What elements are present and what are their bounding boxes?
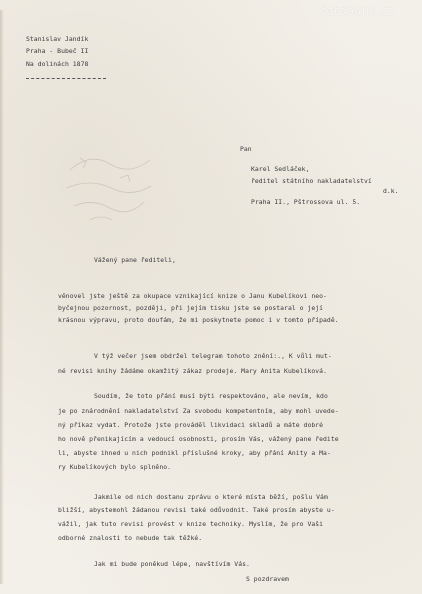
sender-address: Na dolinách 1878 <box>26 60 89 68</box>
body-line: li, abyste ihned u nich podnikl příslušné kroky, aby přání Anity a Ma- <box>58 449 331 457</box>
body-line: Jakmile od nich dostanu zprávu o které místa běží, pošlu Vám <box>94 493 328 501</box>
recipient-title-cont: d.k. <box>383 187 399 195</box>
watermark: fotobank.cz <box>322 4 395 18</box>
sender-name: Stanislav Jandík <box>26 35 89 43</box>
greeting: Vážený pane řediteli, <box>94 256 176 264</box>
closing: S pozdravem <box>246 575 289 583</box>
recipient-address: Praha II., Pštrossova ul. 5. <box>251 198 361 206</box>
sender-street: Praha - Bubeč II <box>26 47 89 55</box>
body-line: vážil, jak tuto revisi provést v knize techniky. Myslím, že pro Vaši <box>58 520 324 528</box>
body-line: je po znárodnění nakladatelství Za svobodu kompetentním, aby mohl uvede- <box>58 407 339 415</box>
body-line: Jak mi bude poněkud lépe, navštívím Vás. <box>94 560 250 568</box>
body-line: byčejnou pozornost, později, při jejím tisku jste se postaral o její <box>58 304 324 312</box>
body-line: né revisi knihy žádáme okamžitý zákaz prodeje. Mary Anita Kubelíková. <box>58 367 327 375</box>
recipient-prefix: Pan <box>240 145 252 153</box>
faded-stamp-mark <box>60 140 160 230</box>
body-line: odborné znalosti to nebude tak těžké. <box>58 534 203 542</box>
paper-fold-shadow <box>0 10 4 584</box>
sender-separator <box>26 78 106 79</box>
body-line: ry Kubelíkových bylo splněno. <box>58 463 172 471</box>
recipient-title: ředitel státního nakladatelství <box>251 177 372 185</box>
body-line: Soudím, že toto přání musí býti respektováno, ale nevím, kdo <box>94 392 328 400</box>
body-line: V týž večer jsem obdržel telegram tohoto znění:., K vůli mut- <box>94 352 332 360</box>
body-line: věnovel jste ještě za okupace vznikající knize o Janu Kubelíkovi neo- <box>58 292 327 300</box>
body-line: ný příkaz vydat. Protože jste prováděl likvidaci skladů a máte dobré <box>58 421 324 429</box>
body-line: bližší, abystemohl žádanou revisi také odůvodnit. Také prosím abyste u- <box>58 506 335 514</box>
body-line: ho nově přenikajícím a vedoucí osobnosti, prosím Vás, vážený pane ředite <box>58 435 339 443</box>
recipient-name: Karel Sedláček, <box>251 165 310 173</box>
body-line: krásnou výpravu, proto doufám, že mi poskytnete pomoc i v tomto případě. <box>58 316 339 324</box>
